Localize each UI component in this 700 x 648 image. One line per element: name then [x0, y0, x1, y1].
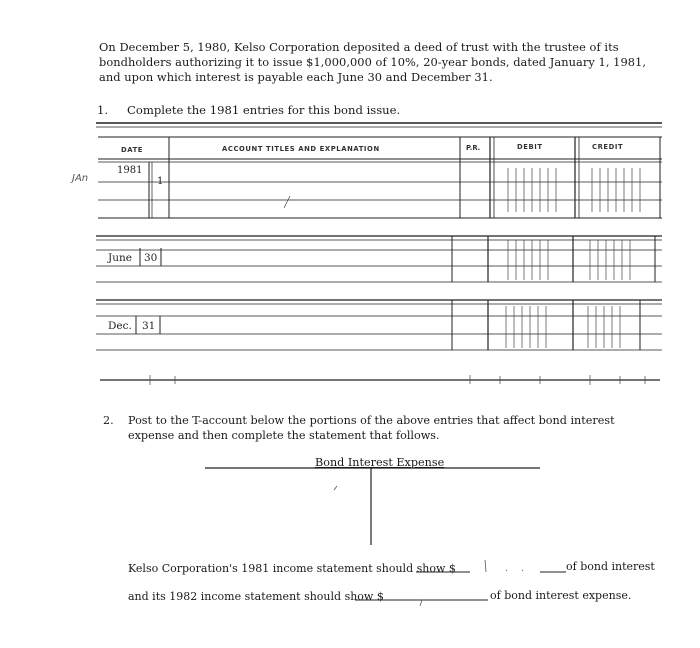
statement-line-2-end: of bond interest expense. — [490, 589, 632, 602]
statement-line-2-start: and its 1982 income statement should show $ — [128, 590, 384, 603]
question-2-text: Post to the T-account below the portions of the above entries that affect bond interest expense and then complete the statement that follows. — [128, 414, 615, 442]
question-1-number: 1. — [97, 103, 109, 117]
entry-2-month: June — [108, 252, 132, 264]
entry-1-year: 1981 — [117, 165, 143, 176]
statement-line-1-start: Kelso Corporation's 1981 income statement should show $ — [128, 562, 456, 575]
header-date: DATE — [121, 146, 144, 154]
statement-line-1-end: of bond interest — [566, 560, 655, 573]
entry-3-month: Dec. — [108, 320, 132, 332]
header-credit: CREDIT — [592, 143, 624, 151]
problem-intro: On December 5, 1980, Kelso Corporation deposited a deed of trust with the trustee of its bondholders authorizing it to issue $1,000,000 of 10%, 20-year bonds, dated January 1, 1981, and upon which interest is payable each June 30 and December 31. — [99, 40, 647, 84]
t-account-title: Bond Interest Expense — [315, 456, 445, 469]
entry-2-day: 30 — [144, 252, 158, 264]
header-account-titles: ACCOUNT TITLES AND EXPLANATION — [222, 145, 380, 153]
question-1-text: Complete the 1981 entries for this bond issue. — [127, 103, 401, 117]
handwritten-month-jan: JAn — [72, 173, 89, 184]
header-pr: P.R. — [466, 144, 481, 152]
question-2-number: 2. — [103, 414, 114, 427]
header-debit: DEBIT — [517, 143, 543, 151]
entry-3-day: 31 — [142, 320, 156, 332]
entry-1-day: 1 — [157, 176, 164, 187]
